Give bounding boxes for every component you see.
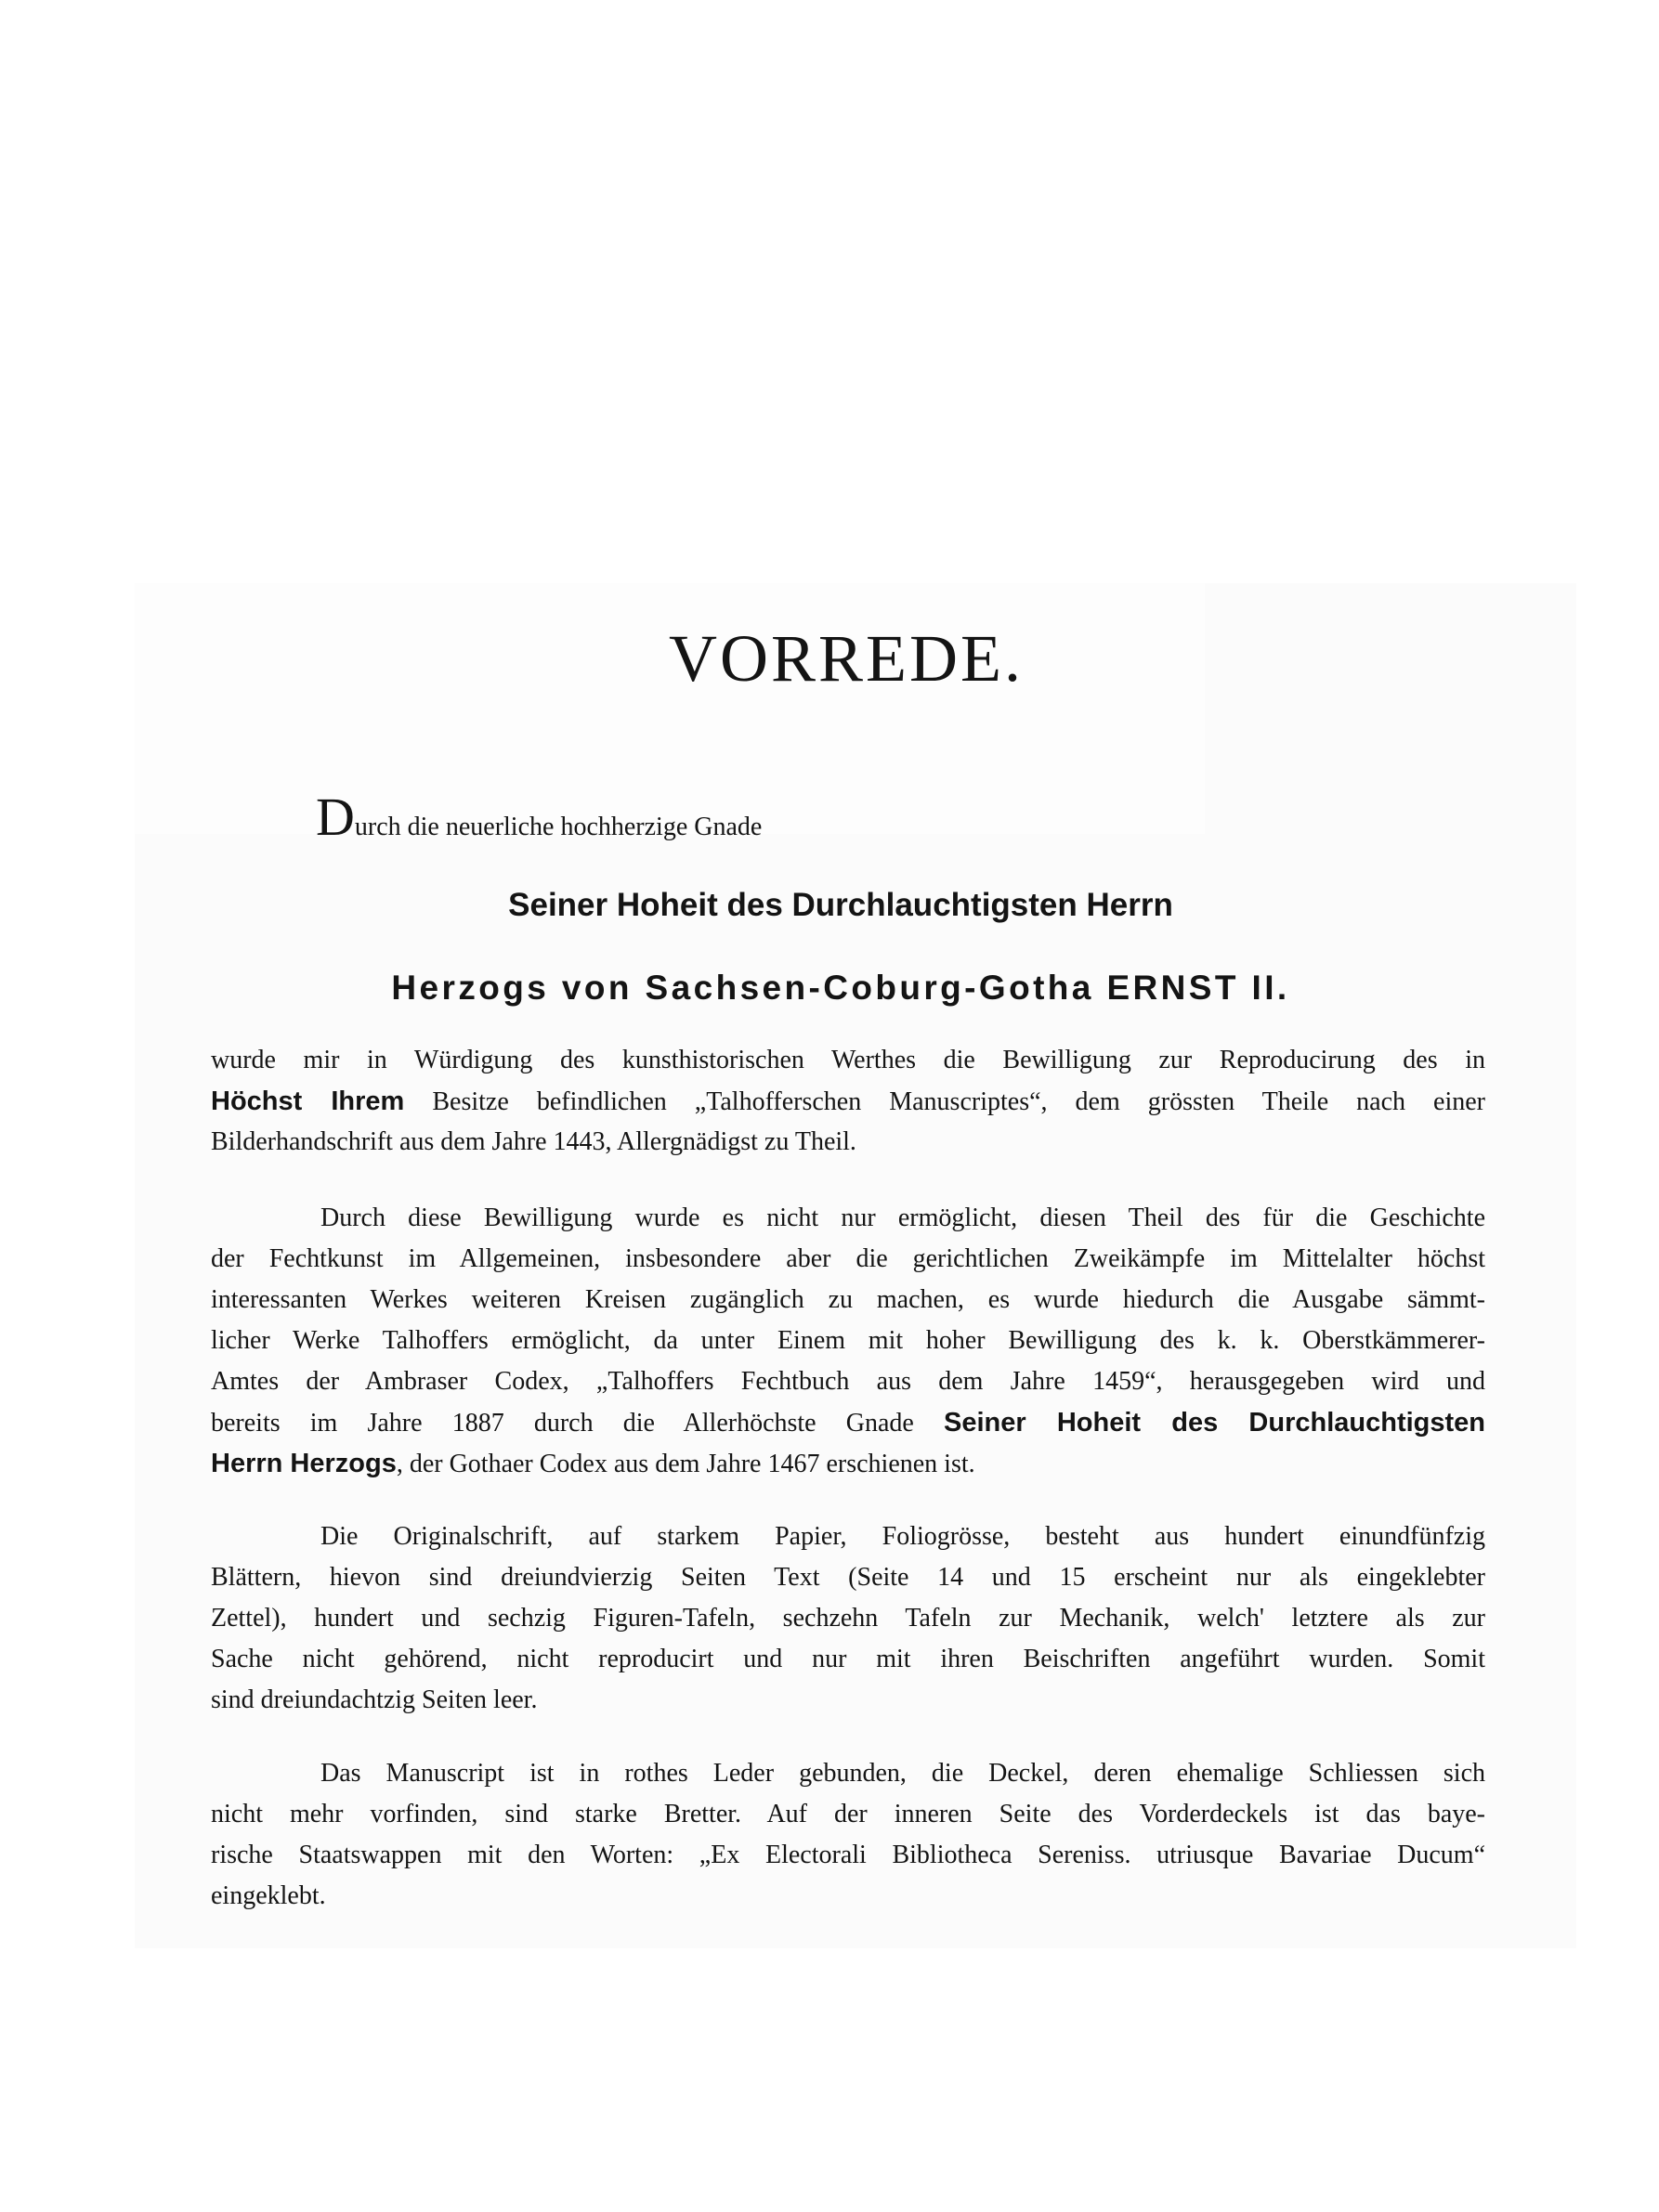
paragraph-line: der Fechtkunst im Allgemeinen, insbesondere aber die gerichtlichen Zweikämpfe im Mittelalter höchst xyxy=(211,1244,1485,1273)
emphasis-text: Höchst Ihrem xyxy=(211,1086,405,1116)
paragraph-line: Die Originalschrift, auf starkem Papier, Foliogrösse, besteht aus hundert einundfünfzig xyxy=(320,1522,1485,1551)
line-text: Besitze befindlichen „Talhofferschen Manuscriptes“, dem grössten Theile nach einer xyxy=(432,1087,1485,1116)
emphasis-text: Herrn Herzogs xyxy=(211,1449,397,1478)
drop-cap: D xyxy=(316,787,355,847)
line-text: , der Gothaer Codex aus dem Jahre 1467 erschienen ist. xyxy=(396,1450,975,1478)
paragraph-3 xyxy=(211,1516,1485,1721)
paragraph-line: sind dreiundachtzig Seiten leer. xyxy=(211,1685,538,1714)
paragraph-line: Das Manuscript ist in rothes Leder gebunden, die Deckel, deren ehemalige Schliessen sich xyxy=(320,1759,1485,1788)
paragraph-line: Amtes der Ambraser Codex, „Talhoffers Fechtbuch aus dem Jahre 1459“, herausgegeben wird und xyxy=(211,1367,1485,1396)
paragraph-4 xyxy=(211,1753,1485,1917)
paragraph-line: eingeklebt. xyxy=(211,1881,326,1910)
paragraph-line: nicht mehr vorfinden, sind starke Bretter. Auf der inneren Seite des Vorderdeckels ist das baye- xyxy=(211,1800,1485,1828)
line-text: bereits im Jahre 1887 durch die Allerhöchste Gnade xyxy=(211,1409,914,1438)
paragraph-line: Durch diese Bewilligung wurde es nicht nur ermöglicht, diesen Theil des für die Geschichte xyxy=(320,1204,1485,1232)
paragraph-2 xyxy=(211,1198,1485,1484)
dedication-line-1: Seiner Hoheit des Durchlauchtigsten Herrn xyxy=(508,887,1173,923)
paragraph-line xyxy=(211,1443,1485,1484)
paragraph-line xyxy=(211,1081,1485,1122)
emphasis-text: Seiner Hoheit des Durchlauchtigsten xyxy=(943,1408,1486,1438)
page-title: VORREDE. xyxy=(669,621,1024,696)
paragraph-line: licher Werke Talhoffers ermöglicht, da unter Einem mit hoher Bewilligung des k. k. Oberstkämmerer- xyxy=(211,1326,1485,1355)
paragraph-line: Zettel), hundert und sechzig Figuren-Tafeln, sechzehn Tafeln zur Mechanik, welch' letztere als zur xyxy=(211,1604,1485,1633)
opening-line xyxy=(316,789,762,855)
paragraph-line: Bilderhandschrift aus dem Jahre 1443, Allergnädigst zu Theil. xyxy=(211,1127,856,1156)
paragraph-line: rische Staatswappen mit den Worten: „Ex Electorali Bibliotheca Sereniss. utriusque Bavariae Ducum“ xyxy=(211,1841,1485,1869)
paragraph-line: Blättern, hievon sind dreiundvierzig Seiten Text (Seite 14 und 15 erscheint nur als eingeklebter xyxy=(211,1563,1485,1592)
paragraph-line: wurde mir in Würdigung des kunsthistorischen Werthes die Bewilligung zur Reproducirung des in xyxy=(211,1046,1485,1074)
dedication-line-2: Herzogs von Sachsen-Coburg-Gotha ERNST II. xyxy=(391,969,1290,1007)
opening-text: urch die neuerliche hochherzige Gnade xyxy=(354,813,763,841)
paragraph-line: Sache nicht gehörend, nicht reproducirt und nur mit ihren Beischriften angeführt wurden. Somit xyxy=(211,1645,1485,1673)
paragraph-1 xyxy=(211,1040,1485,1163)
paragraph-line: interessanten Werkes weiteren Kreisen zugänglich zu machen, es wurde hiedurch die Ausgabe sämmt- xyxy=(211,1285,1485,1314)
paragraph-line xyxy=(211,1402,1485,1443)
